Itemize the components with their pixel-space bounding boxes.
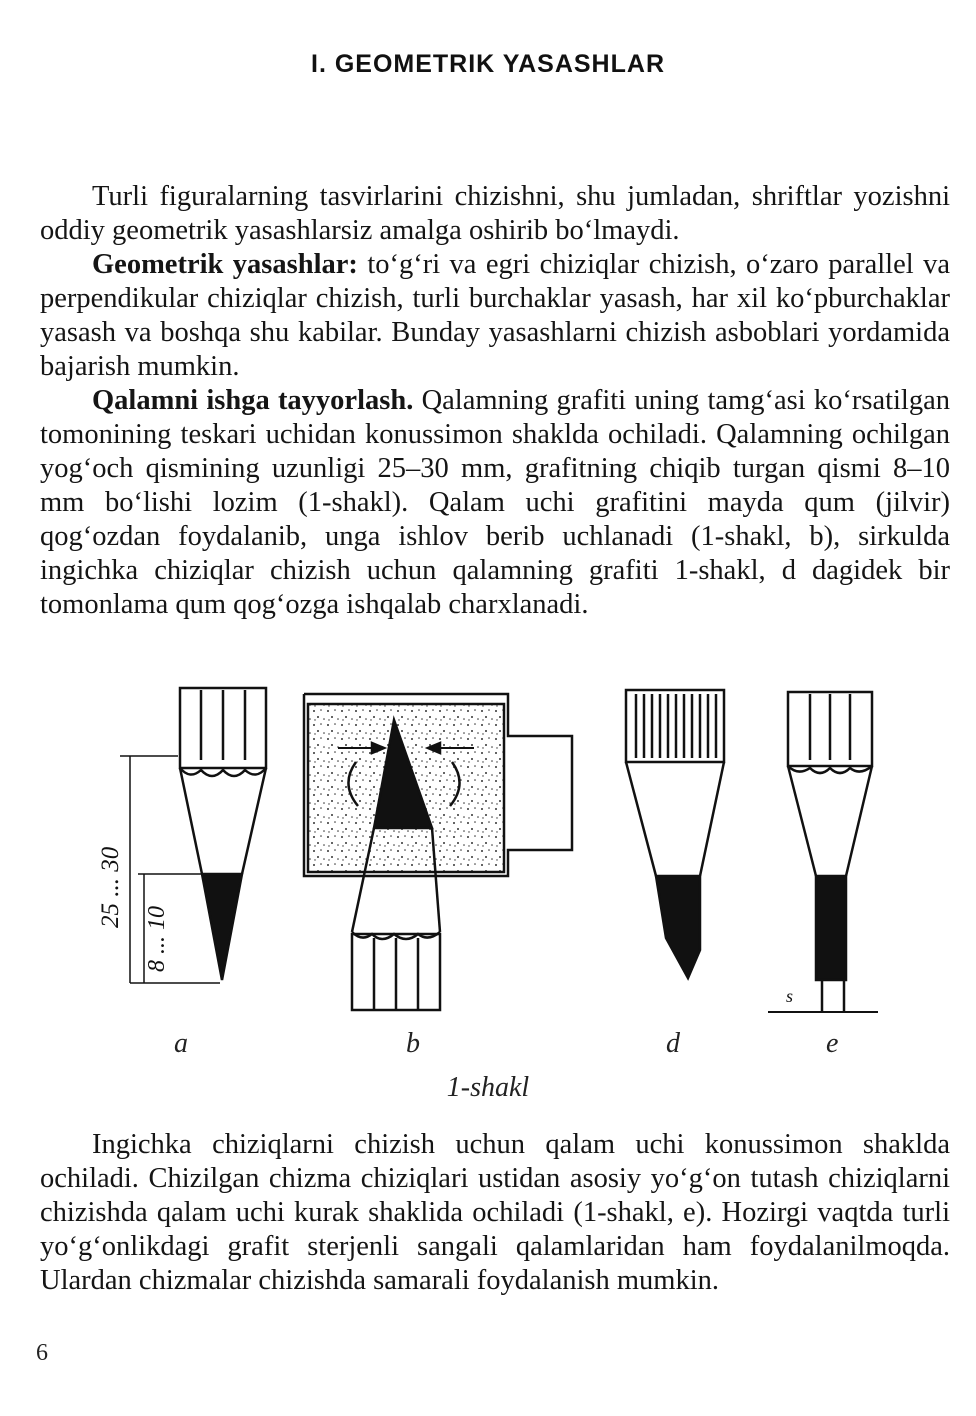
paragraph-3-text: Qalamning grafiti uning tamg‘asi ko‘rsatilgan tomonining teskari uchidan konussimon shaklda ochiladi. Qalamning ochilgan yog‘och qismining uzunligi 25–30 mm, grafitning chiqib turgan qismi 8–10 mm bo‘lishi lozim (1-shakl). Qalam uchi grafitini mayda qum (jilvir) qog‘ozdan foydalanib, unga ishlov berib uchlanadi (1-shakl, b), sirkulda ingichka chiziqlar chizish uchun qalamning grafiti 1-shakl, d dagidek bir tomonlama qum qog‘ozga ishqalab charxlanadi. <box>40 385 950 620</box>
figure-label-d: d <box>666 1028 680 1059</box>
paragraph-3 <box>40 384 950 622</box>
sanding-block <box>304 694 572 876</box>
pencil-a <box>120 688 266 983</box>
figure-caption: 1-shakl <box>446 1072 530 1103</box>
pencil-figure <box>60 680 920 1060</box>
figure-label-b: b <box>406 1028 420 1059</box>
paragraph-2 <box>40 248 950 384</box>
intro-text <box>40 180 950 622</box>
page-number: 6 <box>36 1340 48 1366</box>
chapter-heading: I. GEOMETRIK YASASHLAR <box>311 50 665 78</box>
dimension-outer: 25 ... 30 <box>97 846 124 928</box>
paragraph-4-text: Ingichka chiziqlarni chizish uchun qalam uchi konussimon shaklda ochiladi. Chizilgan chizma chiziqlari ustidan asosiy yo‘g‘on tutash chiziqlarni chizishda qalam uchi kurak shaklida ochiladi (1-shakl, e). Hozirgi vaqtda turli yo‘g‘onlikdagi grafit sterjenli sangali qalamlaridan ham foydalanilmoqda. Ulardan chizmalar chizishda samarali foydalanish mumkin. <box>40 1129 950 1296</box>
dimension-inner: 8 ... 10 <box>144 906 170 972</box>
paragraph-2-lead: Geometrik yasashlar: <box>92 249 358 280</box>
pencil-d <box>626 690 724 978</box>
paragraph-1 <box>40 180 950 248</box>
paragraph-4 <box>40 1128 950 1298</box>
figure-label-a: a <box>174 1028 188 1059</box>
dimension-s: s <box>786 986 794 1006</box>
figure-label-e: e <box>826 1028 839 1059</box>
paragraph-1-text: Turli figuralarning tasvirlarini chizishni, shu jumladan, shriftlar yozishni oddiy geometrik yasashlarsiz amalga oshirib bo‘lmaydi. <box>40 181 950 246</box>
closing-text <box>40 1128 950 1298</box>
paragraph-3-lead: Qalamni ishga tayyorlash. <box>92 385 414 416</box>
pencil-e <box>768 692 878 1012</box>
paragraph-2-text: to‘g‘ri va egri chiziqlar chizish, o‘zaro parallel va perpendikular chiziqlar chizish, turli burchaklar yasash, har xil ko‘pburchaklar yasash va boshqa shu kabilar. Bunday yasashlarni chizish asboblari yordamida bajarish mumkin. <box>40 249 950 382</box>
